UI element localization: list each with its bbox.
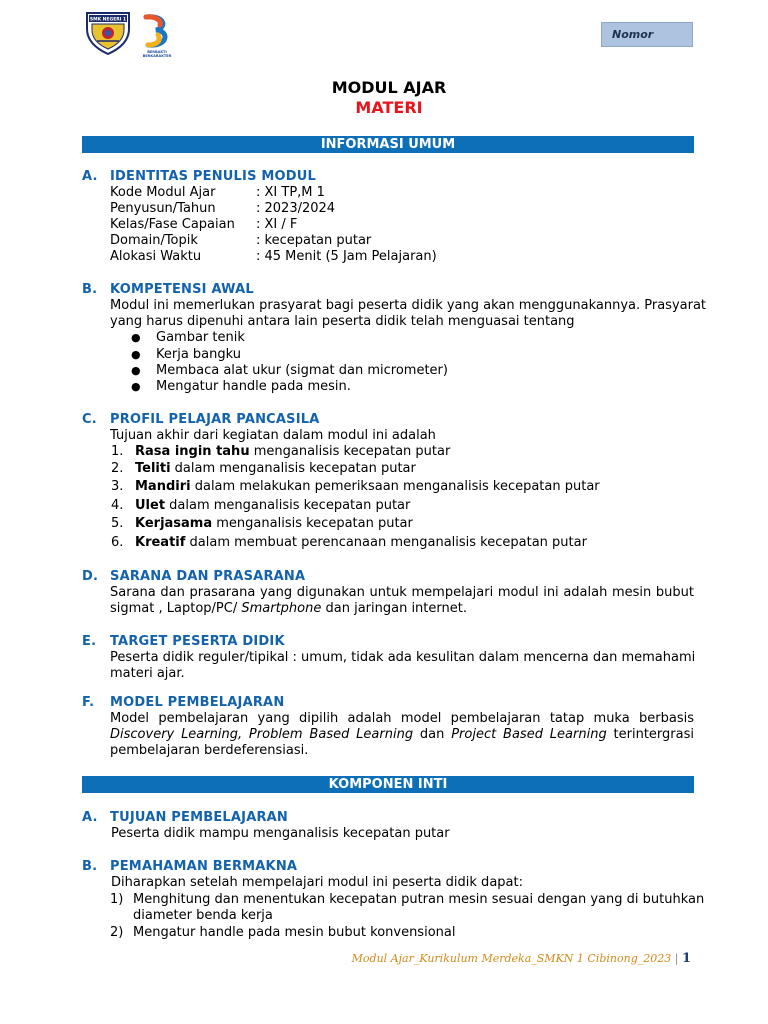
- paragraph-line: Peserta didik mampu menganalisis kecepatan putar: [111, 826, 450, 841]
- bullet-text: Membaca alat ukur (sigmat dan micrometer): [156, 363, 448, 378]
- item-bold: Kerjasama: [135, 516, 213, 531]
- heading-text: TARGET PESERTA DIDIK: [110, 634, 285, 649]
- paragraph-line: Tujuan akhir dari kegiatan dalam modul ini adalah: [110, 428, 436, 443]
- bullet-item: [131, 347, 241, 363]
- berbakti-logo-line1: BERBAKTI: [147, 50, 167, 54]
- text-run-italic: Smartphone: [241, 601, 322, 616]
- item-bold: Teliti: [135, 461, 171, 476]
- paragraph-line: materi ajar.: [110, 666, 185, 681]
- heading-text: KOMPETENSI AWAL: [110, 282, 254, 297]
- heading-text: IDENTITAS PENULIS MODUL: [110, 169, 316, 184]
- identity-label: Kelas/Fase Capaian: [110, 217, 235, 232]
- item-number: 4.: [111, 498, 124, 513]
- heading-pemahaman-bermakna: [82, 859, 297, 875]
- numbered-item: [111, 498, 410, 514]
- item-text: dalam membuat perencanaan menganalisis kecepatan putar: [185, 535, 587, 550]
- numbered-item: [111, 535, 587, 551]
- heading-text: PROFIL PELAJAR PANCASILA: [110, 412, 320, 427]
- paragraph-line: yang harus dipenuhi antara lain peserta didik telah menguasai tentang: [110, 314, 575, 329]
- item-number: 2): [110, 925, 124, 940]
- paragraph-line: Sarana dan prasarana yang digunakan untuk mempelajari modul ini adalah mesin bubut: [110, 585, 694, 600]
- identity-value: : XI / F: [256, 217, 298, 232]
- section-band-komponen-inti: KOMPONEN INTI: [82, 776, 694, 793]
- numbered-item: [111, 479, 600, 495]
- identity-label: Domain/Topik: [110, 233, 198, 248]
- heading-letter: B.: [82, 282, 98, 297]
- heading-kompetensi-awal: [82, 282, 254, 298]
- school-logo: [85, 11, 131, 55]
- item-text: menganalisis kecepatan putar: [212, 516, 413, 531]
- numbered-item: [111, 516, 413, 532]
- bullet-dot-icon: ●: [131, 348, 141, 361]
- list-item-line: Menghitung dan menentukan kecepatan putran mesin sesuai dengan yang di butuhkan: [133, 892, 705, 907]
- text-run: dan: [413, 727, 452, 742]
- paragraph-line: [110, 601, 467, 617]
- item-bold: Ulet: [135, 498, 166, 513]
- identity-label: Kode Modul Ajar: [110, 185, 216, 200]
- item-number: 6.: [111, 535, 124, 550]
- list-item-line: Mengatur handle pada mesin bubut konvensional: [133, 925, 456, 940]
- paragraph-line: Diharapkan setelah mempelajari modul ini peserta didik dapat:: [111, 875, 523, 890]
- numbered-item: [111, 461, 416, 477]
- numbered-item: [111, 444, 450, 460]
- bullet-item: [131, 330, 245, 346]
- document-title: MODUL AJAR: [331, 78, 447, 97]
- heading-letter: C.: [82, 412, 97, 427]
- berbakti-logo: [134, 13, 180, 63]
- footer-separator: |: [674, 952, 679, 965]
- paragraph-line: Modul ini memerlukan prasyarat bagi peserta didik yang akan menggunakannya. Prasyarat: [110, 298, 707, 313]
- bullet-text: Gambar tenik: [156, 330, 245, 345]
- bullet-text: Kerja bangku: [156, 347, 242, 362]
- text-run-italic: Discovery Learning, Problem Based Learning: [110, 727, 414, 742]
- text-run: terintergrasi: [606, 727, 694, 742]
- identity-value: : 2023/2024: [256, 201, 336, 216]
- item-number: 1.: [111, 444, 124, 459]
- heading-letter: A.: [82, 169, 98, 184]
- bullet-item: [131, 363, 448, 379]
- item-number: 5.: [111, 516, 124, 531]
- item-number: 2.: [111, 461, 124, 476]
- identity-value: : XI TP,M 1: [256, 185, 325, 200]
- bullet-item: [131, 379, 351, 395]
- document-subtitle: MATERI: [355, 98, 423, 117]
- heading-letter: D.: [82, 569, 99, 584]
- item-bold: Mandiri: [135, 479, 191, 494]
- heading-text: TUJUAN PEMBELAJARAN: [110, 810, 289, 825]
- paragraph-line: [110, 727, 694, 743]
- paragraph-line: Peserta didik reguler/tipikal : umum, tidak ada kesulitan dalam mencerna dan memahami: [110, 650, 696, 665]
- school-logo-text: SMK NEGERI 1: [89, 17, 127, 23]
- heading-sarana-prasarana: [82, 569, 305, 585]
- item-text: dalam menganalisis kecepatan putar: [170, 461, 416, 476]
- item-bold: Rasa ingin tahu: [135, 444, 250, 459]
- bullet-dot-icon: ●: [131, 380, 141, 393]
- item-number: 3.: [111, 479, 124, 494]
- heading-text: SARANA DAN PRASARANA: [110, 569, 306, 584]
- item-text: dalam melakukan pemeriksaan menganalisis kecepatan putar: [190, 479, 600, 494]
- heading-identitas-penulis: [82, 169, 316, 185]
- text-run-italic: Project Based Learning: [451, 727, 607, 742]
- identity-value: : kecepatan putar: [256, 233, 372, 248]
- item-text: menganalisis kecepatan putar: [249, 444, 451, 459]
- nomor-label: Nomor: [612, 28, 654, 41]
- text-run: dan jaringan internet.: [321, 601, 467, 616]
- heading-target-peserta: [82, 634, 285, 650]
- text-run: sigmat , Laptop/PC/: [110, 601, 242, 616]
- section-band-informasi-umum: INFORMASI UMUM: [82, 136, 694, 153]
- heading-profil-pelajar: [82, 412, 320, 428]
- bullet-dot-icon: ●: [131, 331, 141, 344]
- footer-text: Modul Ajar_Kurikulum Merdeka_SMKN 1 Cibinong_2023: [351, 952, 672, 965]
- identity-label: Penyusun/Tahun: [110, 201, 216, 216]
- page-number: 1: [681, 951, 691, 966]
- page-footer: [352, 951, 691, 967]
- item-bold: Kreatif: [135, 535, 186, 550]
- heading-letter: A.: [82, 810, 98, 825]
- heading-letter: B.: [82, 859, 98, 874]
- heading-text: PEMAHAMAN BERMAKNA: [110, 859, 298, 874]
- bullet-dot-icon: ●: [131, 364, 141, 377]
- paragraph-line: Model pembelajaran yang dipilih adalah model pembelajaran tatap muka berbasis: [110, 711, 694, 726]
- paragraph-line: pembelajaran berdeferensiasi.: [110, 743, 309, 758]
- heading-letter: F.: [82, 695, 95, 710]
- bullet-text: Mengatur handle pada mesin.: [156, 379, 351, 394]
- heading-model-pembelajaran: [82, 695, 284, 711]
- heading-letter: E.: [82, 634, 97, 649]
- item-text: dalam menganalisis kecepatan putar: [165, 498, 411, 513]
- heading-tujuan-pembelajaran: [82, 810, 288, 826]
- list-item-line: diameter benda kerja: [133, 908, 273, 923]
- berbakti-logo-line2: BERKARAKTER: [142, 54, 172, 58]
- identity-value: : 45 Menit (5 Jam Pelajaran): [256, 249, 437, 264]
- identity-label: Alokasi Waktu: [110, 249, 202, 264]
- nomor-field: [601, 22, 693, 47]
- item-number: 1): [110, 892, 124, 907]
- heading-text: MODEL PEMBELAJARAN: [110, 695, 285, 710]
